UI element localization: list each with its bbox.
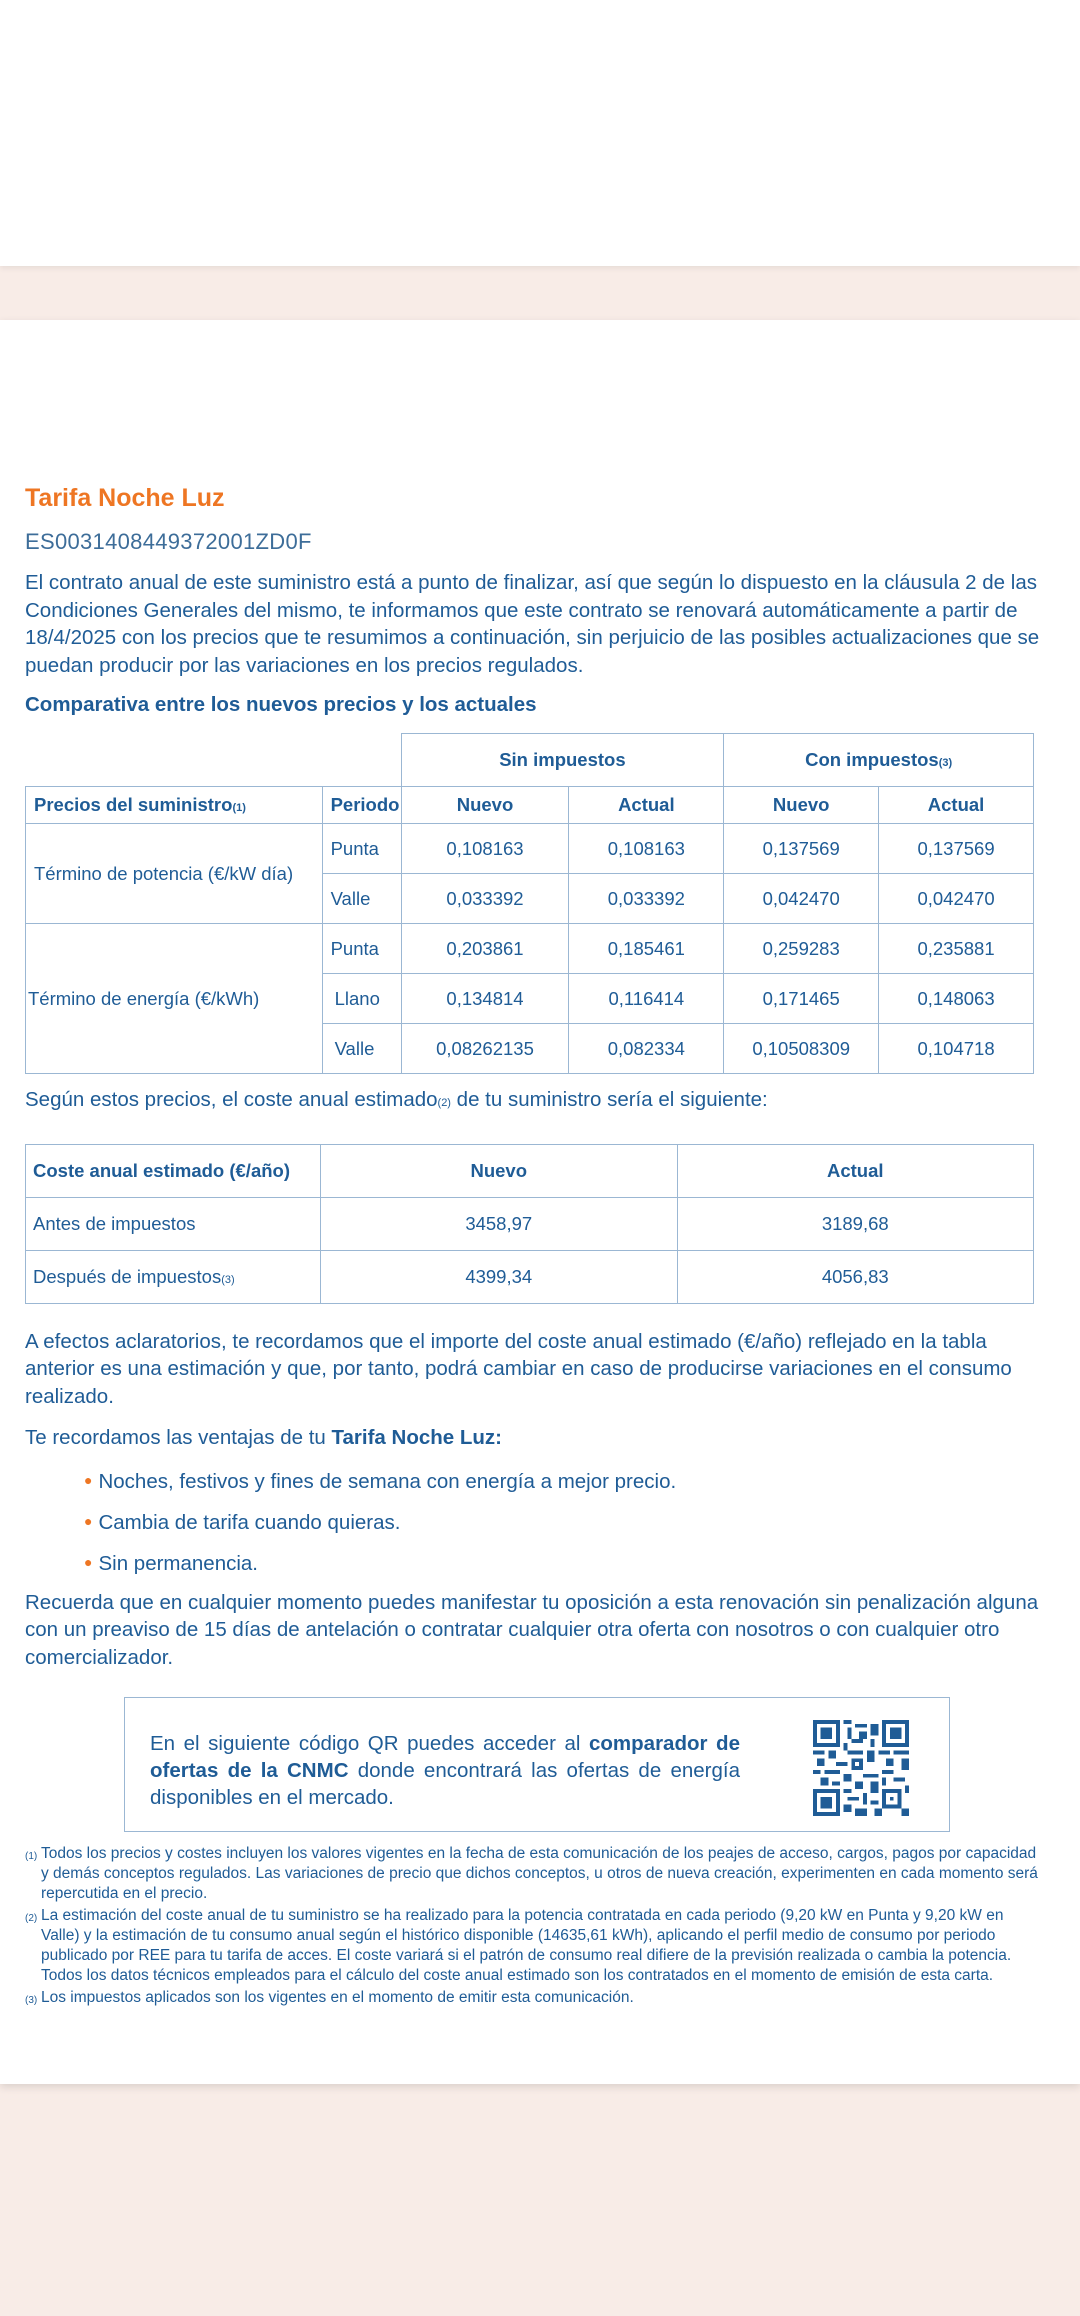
value-cell: 3189,68	[677, 1197, 1034, 1250]
list-item: ● Sin permanencia.	[84, 1551, 259, 1575]
periodo-cell: Llano	[322, 974, 401, 1024]
potencia-label: Término de potencia (€/kW día)	[26, 824, 323, 924]
value-cell: 0,042470	[724, 874, 879, 924]
qr-text: En el siguiente código QR puedes acceder al comparador de ofertas de la CNMC donde encontrará las ofertas de energía disponibles en el mercado.	[150, 1732, 740, 1809]
value-cell: 0,137569	[879, 824, 1034, 874]
value-cell: 0,235881	[879, 924, 1034, 974]
value-cell: 0,033392	[401, 874, 569, 924]
bullet-icon: ●	[84, 1553, 93, 1570]
letter-card	[0, 320, 1080, 2084]
header-sin-impuestos: Sin impuestos	[401, 734, 724, 787]
footnote: (1) Todos los precios y costes incluyen los valores vigentes en la fecha de esta comunicación de los peajes de acceso, cargos, pagos por capacidad y demás conceptos regulados. Las variaciones de precio que dichos conceptos, u otros de nueva creación, experimenten en cada momento será repercutida en el precio.	[25, 1845, 1038, 1902]
row-label: Después de impuestos(3)	[26, 1250, 321, 1303]
tariff-title: Tarifa Noche Luz	[25, 484, 225, 512]
footnotes	[25, 1844, 1057, 2008]
value-cell: 0,108163	[401, 824, 569, 874]
annual-header-actual: Actual	[677, 1144, 1034, 1197]
footnote: (3) Los impuestos aplicados son los vigentes en el momento de emitir esta comunicación.	[25, 1989, 634, 2006]
opposition-paragraph: Recuerda que en cualquier momento puedes manifestar tu oposición a esta renovación sin penalización alguna con un preaviso de 15 días de antelación o contratar cualquier otra oferta con nosotros o con cualquier otro comercializador.	[25, 1590, 1039, 1669]
value-cell: 0,203861	[401, 924, 569, 974]
value-cell: 4056,83	[677, 1250, 1034, 1303]
clarification-paragraph: A efectos aclaratorios, te recordamos que el importe del coste anual estimado (€/año) reflejado en la tabla anterior es una estimación y que, por tanto, podrá cambiar en caso de producirse variaciones en el consumo realizado.	[25, 1329, 1012, 1408]
periodo-cell: Valle	[322, 874, 401, 924]
header-actual: Actual	[569, 787, 724, 824]
advantages-intro: Te recordamos las ventajas de tu Tarifa Noche Luz:	[25, 1426, 502, 1449]
periodo-cell: Punta	[322, 824, 401, 874]
qr-box	[124, 1697, 950, 1832]
header-precios: Precios del suministro(1)	[26, 787, 323, 824]
value-cell: 0,10508309	[724, 1024, 879, 1074]
table-row	[26, 924, 1034, 974]
value-cell: 0,134814	[401, 974, 569, 1024]
cnmc-link[interactable]: comparador de ofertas de la CNMC	[150, 1732, 740, 1782]
annual-cost-table	[25, 1144, 1034, 1304]
value-cell: 0,259283	[724, 924, 879, 974]
footnote: (2) La estimación del coste anual de tu suministro se ha realizado para la potencia contratada en cada periodo (9,20 kW en Punta y 9,20 kW en Valle) y la estimación de tu consumo anual según el histórico disponible (14635,61 kWh), aplicando el perfil medio de consumo por periodo publicado por REE para tu tarifa de acces. El coste variará si el patrón de consumo real difiere de la previsión realizada o cambia la potencia. Todos los datos técnicos empleados para el cálculo del coste anual estimado son los contratados en el momento de emisión de esta carta.	[25, 1907, 1012, 1984]
value-cell: 0,185461	[569, 924, 724, 974]
value-cell: 0,033392	[569, 874, 724, 924]
row-label: Antes de impuestos	[26, 1197, 321, 1250]
header-actual: Actual	[879, 787, 1034, 824]
letter-content	[25, 484, 1057, 2010]
cups-code: ES0031408449372001ZD0F	[25, 529, 312, 554]
energia-label: Término de energía (€/kWh)	[26, 924, 323, 1074]
annual-header-nuevo: Nuevo	[321, 1144, 678, 1197]
header-nuevo: Nuevo	[724, 787, 879, 824]
table-row	[26, 1197, 1034, 1250]
top-card	[0, 0, 1080, 266]
header-con-impuestos: Con impuestos(3)	[724, 734, 1034, 787]
table-row	[26, 1250, 1034, 1303]
list-item: ● Noches, festivos y fines de semana con energía a mejor precio.	[84, 1469, 677, 1493]
value-cell: 0,137569	[724, 824, 879, 874]
value-cell: 4399,34	[321, 1250, 678, 1303]
value-cell: 0,116414	[569, 974, 724, 1024]
bullet-icon: ●	[84, 1512, 93, 1529]
value-cell: 0,171465	[724, 974, 879, 1024]
advantages-list	[25, 1466, 1057, 1578]
bullet-icon: ●	[84, 1471, 93, 1488]
value-cell: 3458,97	[321, 1197, 678, 1250]
qr-code-icon[interactable]	[813, 1720, 909, 1816]
value-cell: 0,108163	[569, 824, 724, 874]
table-row	[26, 824, 1034, 874]
annual-intro: Según estos precios, el coste anual estimado(2) de tu suministro sería el siguiente:	[25, 1088, 768, 1111]
price-comparison-table	[25, 733, 1034, 1074]
value-cell: 0,08262135	[401, 1024, 569, 1074]
value-cell: 0,148063	[879, 974, 1034, 1024]
periodo-cell: Valle	[322, 1024, 401, 1074]
periodo-cell: Punta	[322, 924, 401, 974]
intro-paragraph: El contrato anual de este suministro está a punto de finalizar, así que según lo dispuesto en la cláusula 2 de las Condiciones Generales del mismo, te informamos que este contrato se renovará automáticamente a partir de 18/4/2025 con los precios que te resumimos a continuación, sin perjuicio de las posibles actualizaciones que se puedan producir por las variaciones en los precios regulados.	[25, 571, 1040, 677]
header-periodo: Periodo	[322, 787, 401, 824]
value-cell: 0,042470	[879, 874, 1034, 924]
list-item: ● Cambia de tarifa cuando quieras.	[84, 1510, 401, 1534]
annual-header-label: Coste anual estimado (€/año)	[26, 1144, 321, 1197]
header-nuevo: Nuevo	[401, 787, 569, 824]
comparison-title: Comparativa entre los nuevos precios y los actuales	[25, 693, 537, 716]
value-cell: 0,082334	[569, 1024, 724, 1074]
value-cell: 0,104718	[879, 1024, 1034, 1074]
